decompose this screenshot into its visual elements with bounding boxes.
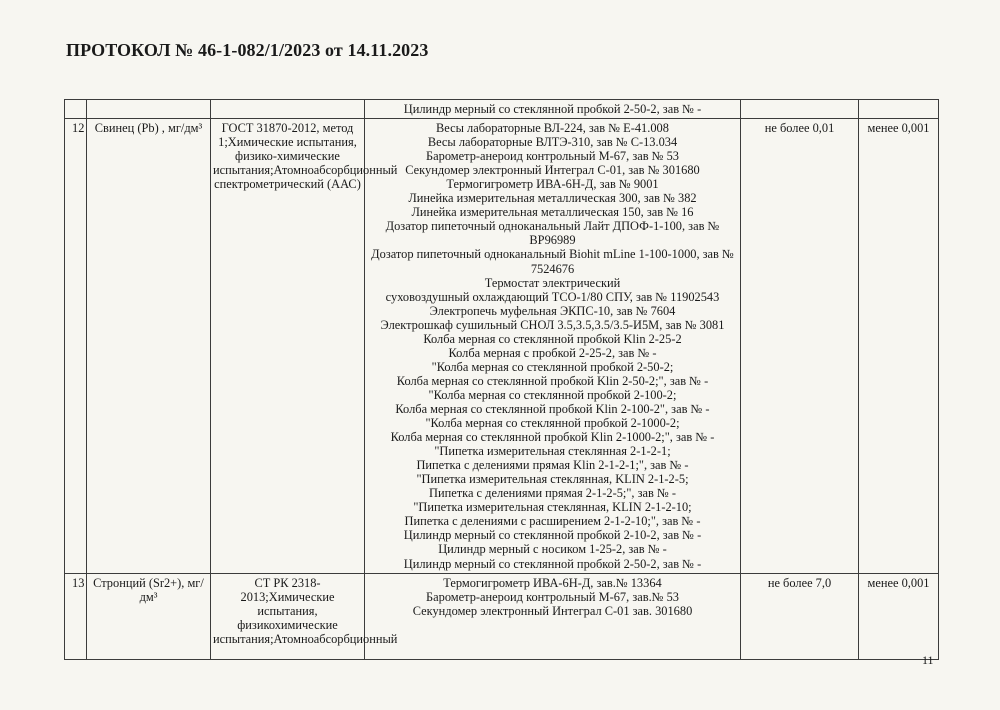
result-cell: менее 0,001 (859, 573, 939, 659)
equipment-line: Весы лабораторные ВЛТЭ-310, зав № С-13.034 (427, 135, 678, 150)
equipment-line: "Пипетка измерительная стеклянная 2-1-2-1; (434, 444, 671, 459)
method-cell: СТ РК 2318-2013;Химические испытания, физикохимические испытания;Атомноабсорбционный (211, 573, 365, 659)
indicator-cell: Стронций (Sr2+), мг/дм³ (87, 573, 211, 659)
result-cell: менее 0,001 (859, 119, 939, 574)
equipment-line: Дозатор пипеточный одноканальный Biohit mLine 1-100-1000, зав № (371, 247, 734, 262)
equipment-line: суховоздушный охлаждающий ТСО-1/80 СПУ, зав № 11902543 (385, 289, 720, 304)
equipment-line: Электропечь муфельная ЭКПС-10, зав № 7604 (429, 303, 676, 318)
equipment-line: Линейка измерительная металлическая 300, зав № 382 (408, 191, 697, 206)
cell-empty (211, 100, 365, 119)
equipment-line: Секундомер электронный Интеграл С-01, зав № 301680 (405, 163, 700, 178)
equipment-line: Пипетка с делениями с расширением 2-1-2-10;", зав № - (404, 514, 701, 529)
equipment-line: Цилиндр мерный со стеклянной пробкой 2-10-2, зав № - (403, 528, 702, 543)
equipment-line: Барометр-анероид контрольный М-67, зав.№ 53 (426, 589, 679, 604)
equipment-line: Барометр-анероид контрольный М-67, зав № 53 (426, 149, 679, 164)
equipment-line: Дозатор пипеточный одноканальный Лайт ДПОФ-1-100, зав № (385, 219, 720, 234)
page-number: 11 (922, 653, 934, 667)
row-number: 13 (65, 573, 87, 659)
equipment-cell (365, 100, 741, 119)
equipment-line: Цилиндр мерный со стеклянной пробкой 2-50-2, зав № - (403, 556, 702, 571)
equipment-line: ВР96989 (529, 233, 576, 248)
equipment-line: Пипетка с делениями прямая 2-1-2-5;", зав № - (429, 486, 676, 501)
cell-empty (741, 100, 859, 119)
equipment-line: 7524676 (530, 261, 575, 276)
equipment-line: "Колба мерная со стеклянной пробкой 2-1000-2; (425, 416, 680, 431)
norm-cell: не более 0,01 (741, 119, 859, 574)
equipment-line: Колба мерная со стеклянной пробкой Klin 2-1000-2;", зав № - (390, 430, 715, 445)
equipment-line: Колба мерная с пробкой 2-25-2, зав № - (448, 345, 657, 360)
equipment-line: Термогигрометр ИВА-6Н-Д, зав.№ 13364 (443, 575, 662, 590)
equipment-line: "Пипетка измерительная стеклянная, KLIN 2-1-2-5; (416, 472, 689, 487)
protocol-title: ПРОТОКОЛ № 46-1-082/1/2023 от 14.11.2023 (66, 40, 429, 60)
equipment-line: Цилиндр мерный со стеклянной пробкой 2-50-2, зав № - (403, 102, 702, 116)
equipment-line: Секундомер электронный Интеграл С-01 зав. 301680 (412, 603, 693, 618)
method-cell: ГОСТ 31870-2012, метод 1;Химические испытания, физико-химические испытания;Атомноабсорбционный спектрометрический (ААС) (211, 119, 365, 574)
equipment-line: Весы лабораторные ВЛ-224, зав № Е-41.008 (436, 121, 669, 136)
equipment-line: Линейка измерительная металлическая 150, зав № 16 (411, 205, 694, 220)
equipment-cell (365, 119, 741, 574)
equipment-line: Колба мерная со стеклянной пробкой Klin 2-25-2 (423, 331, 682, 346)
equipment-line: Пипетка с делениями прямая Klin 2-1-2-1;", зав № - (416, 458, 689, 473)
norm-cell: не более 7,0 (741, 573, 859, 659)
equipment-line: "Колба мерная со стеклянной пробкой 2-100-2; (428, 387, 677, 402)
table-row (65, 573, 939, 659)
equipment-line: Цилиндр мерный с носиком 1-25-2, зав № - (438, 542, 667, 557)
table-row (65, 119, 939, 574)
equipment-line: "Пипетка измерительная стеклянная, KLIN 2-1-2-10; (413, 500, 692, 515)
equipment-line: Колба мерная со стеклянной пробкой Klin 2-100-2", зав № - (395, 401, 710, 416)
results-table (64, 99, 939, 660)
equipment-cell (365, 573, 741, 659)
equipment-line: Колба мерная со стеклянной пробкой Klin 2-50-2;", зав № - (396, 373, 709, 388)
cell-empty (87, 100, 211, 119)
equipment-line: Термогигрометр ИВА-6Н-Д, зав № 9001 (446, 177, 659, 192)
equipment-line: "Колба мерная со стеклянной пробкой 2-50-2; (431, 359, 674, 374)
cell-empty (859, 100, 939, 119)
table-row-continuation (65, 100, 939, 119)
row-number: 12 (65, 119, 87, 574)
equipment-line: Электрошкаф сушильный СНОЛ 3.5,3.5,3.5/3.5-И5М, зав № 3081 (380, 317, 725, 332)
cell-empty (65, 100, 87, 119)
equipment-line: Термостат электрический (484, 275, 621, 290)
indicator-cell: Свинец (Pb) , мг/дм³ (87, 119, 211, 574)
